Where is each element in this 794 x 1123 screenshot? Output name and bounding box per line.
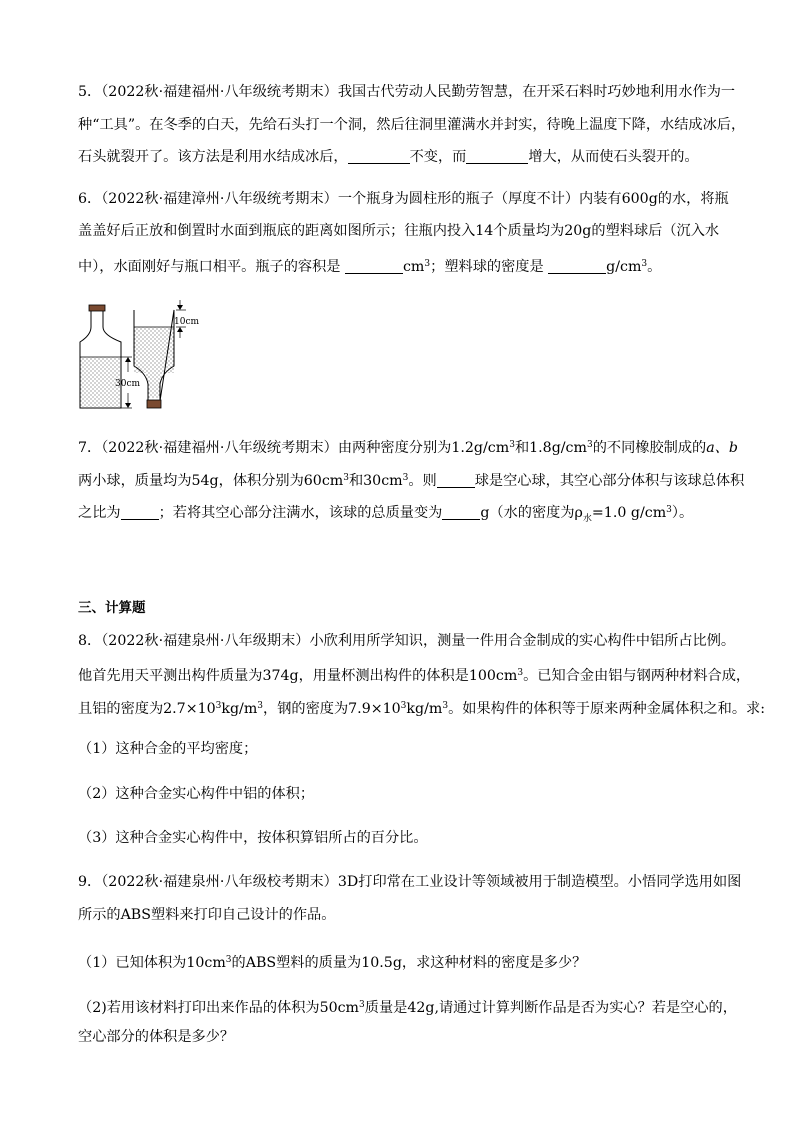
superscript: 3: [424, 259, 431, 269]
q8-text: 且铝的密度为2.7×10: [78, 701, 216, 717]
q6-line-1: 6．（2022秋·福建漳州·八年级统考期末）一个瓶身为圆柱形的瓶子（厚度不计）内装有600g的水，将瓶: [78, 191, 729, 207]
q9-line-1: 9．（2022秋·福建泉州·八年级校考期末）3D打印常在工业设计等领域被用于制造模型。小悟同学选用如图: [78, 874, 742, 890]
superscript: 3: [509, 440, 515, 450]
q6-line-2: 盖盖好后正放和倒置时水面到瓶底的距离如图所示；往瓶内投入14个质量均为20g的塑料球后（沉入水: [78, 223, 720, 239]
dimension-10cm: [174, 300, 199, 338]
answer-blank[interactable]: [466, 149, 528, 164]
superscript: 3: [400, 701, 407, 711]
q7-text: 。则: [408, 473, 437, 489]
q5-line-1: 5．（2022秋·福建福州·八年级统考期末）我国古代劳动人民勤劳智慧，在开采石料时巧妙地利用水作为一: [78, 84, 736, 100]
q7-line-1: [78, 435, 738, 458]
q9-sub-2: [78, 995, 737, 1018]
q9-text: （2)若用该材料打印出来作品的体积为50cm: [78, 1000, 360, 1016]
q9-text: 的ABS塑料的质量为10.5g，求这种材料的密度是多少？: [231, 955, 587, 971]
q7-text: 的不同橡胶制成的: [592, 440, 707, 456]
q6-unit: g/cm: [606, 259, 642, 275]
q8-sub-1: （1）这种合金的平均密度；: [78, 741, 258, 757]
answer-blank[interactable]: [442, 505, 480, 520]
superscript: 3: [442, 701, 449, 711]
q7-line-2: [78, 468, 744, 491]
answer-blank[interactable]: [121, 505, 159, 520]
q7-text: =1.0 g/cm: [591, 505, 667, 521]
q9-sub-3: 空心部分的体积是多少？: [78, 1029, 235, 1045]
q9-line-2: 所示的ABS塑料来打印自己设计的作品。: [78, 907, 336, 923]
q8-sub-3: （3）这种合金实心构件中，按体积算铝所占的百分比。: [78, 830, 428, 846]
q5-line-2: 种“工具”。在冬季的白天，先给石头打一个洞，然后往洞里灌满水并封实，待晚上温度下降，水结成冰后，: [78, 117, 746, 133]
answer-blank[interactable]: [348, 149, 410, 164]
q5-line-3: [78, 147, 699, 167]
q7-text: 和1.8g/cm: [514, 440, 587, 456]
q9-sub-1: [78, 950, 586, 973]
superscript: 3: [402, 473, 409, 483]
upright-bottle: [80, 305, 121, 408]
q5-text: 增大，从而使石头裂开的。: [528, 149, 699, 165]
q6-text: 中），水面刚好与瓶口相平。瓶子的容积是: [78, 259, 341, 275]
superscript: 3: [666, 505, 672, 515]
q8-line-2: [78, 663, 750, 686]
superscript: 3: [257, 701, 264, 711]
q8-line-3: [78, 696, 765, 719]
subscript: 水: [582, 513, 592, 524]
superscript: 3: [343, 473, 349, 483]
q8-text: kg/m: [221, 701, 258, 717]
q8-text: 。已知合金由铝与钢两种材料合成，: [523, 668, 751, 684]
label-10cm: 10cm: [174, 317, 200, 327]
q5-text: 石头就裂开了。该方法是利用水结成冰后，: [78, 149, 348, 165]
superscript: 3: [517, 668, 524, 678]
q6-text: 。: [647, 259, 662, 275]
superscript: 3: [215, 701, 222, 711]
q7-line-3: [78, 500, 693, 529]
q7-text: 球是空心球，其空心部分体积与该球总体积: [474, 473, 745, 489]
q9-text: 质量是42g,请通过计算判断作品是否为实心？若是空心的，: [364, 1000, 737, 1016]
q6-line-3: [78, 254, 661, 277]
q7-text: 和30cm: [348, 473, 403, 489]
bottle-figure: [72, 300, 242, 415]
superscript: 3: [225, 955, 232, 965]
answer-blank[interactable]: [548, 259, 606, 274]
superscript: 3: [586, 440, 593, 450]
section-title: 三、计算题: [78, 600, 146, 616]
q9-text: （1）已知体积为10cm: [78, 955, 226, 971]
q8-line-1: 8．（2022秋·福建泉州·八年级期末）小欣利用所学知识，测量一件用合金制成的实心构件中铝所占比例。: [78, 633, 736, 649]
superscript: 3: [641, 259, 648, 269]
q5-text: 不变，而: [409, 149, 467, 165]
q7-text: g（水的密度为ρ: [480, 505, 583, 521]
q7-text: 之比为: [78, 505, 121, 521]
q8-text: kg/m: [406, 701, 443, 717]
q8-text: 他首先用天平测出构件质量为374g，用量杯测出构件的体积是100cm: [78, 668, 518, 684]
q8-text: ，钢的密度为7.9×10: [263, 701, 401, 717]
q7-text: ；若将其空心部分注满水，该球的总质量变为: [158, 505, 443, 521]
superscript: 3: [359, 1000, 365, 1010]
q6-text: ；塑料球的密度是: [430, 259, 544, 275]
q8-text: 。如果构件的体积等于原来两种金属体积之和。求:: [448, 701, 765, 717]
q6-unit: cm: [402, 259, 425, 275]
answer-blank[interactable]: [437, 473, 475, 488]
inverted-bottle: [134, 310, 174, 408]
q7-text: 两小球，质量均为54g，体积分别为60cm: [78, 473, 344, 489]
q7-text: ）。: [671, 505, 694, 521]
answer-blank[interactable]: [345, 259, 403, 274]
label-30cm: 30cm: [115, 379, 141, 389]
q8-sub-2: （2）这种合金实心构件中铝的体积；: [78, 786, 315, 802]
q7-variables: a、b: [706, 440, 738, 456]
q7-text: 7．（2022秋·福建福州·八年级统考期末）由两种密度分别为1.2g/cm: [78, 440, 510, 456]
